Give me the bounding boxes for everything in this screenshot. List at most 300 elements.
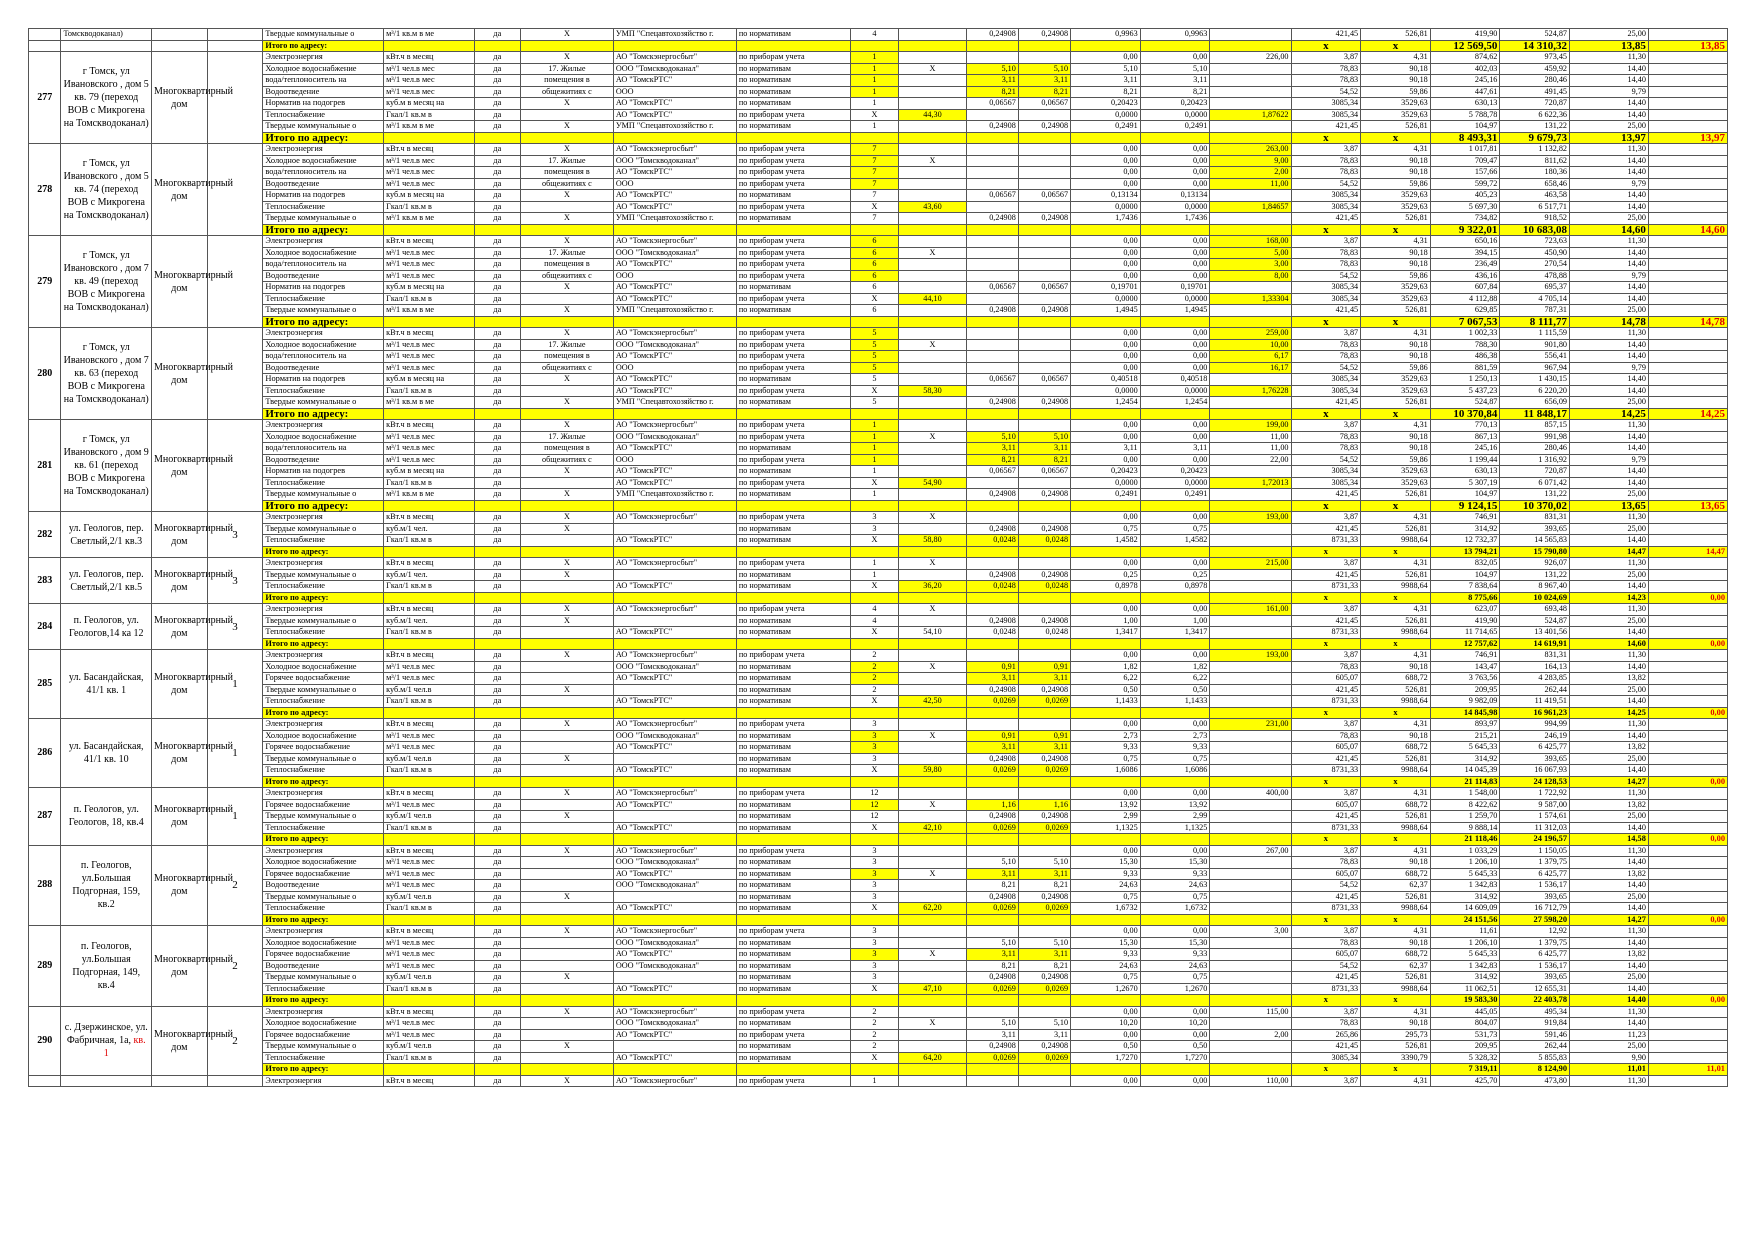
- cell: Гкал/1 кв.м в: [384, 201, 475, 213]
- cell: 8,21: [966, 960, 1018, 972]
- total-cell: 14,25: [1648, 408, 1727, 420]
- cell: 8,21: [966, 880, 1018, 892]
- cell: 720,87: [1500, 98, 1570, 110]
- total-cell: [613, 132, 736, 144]
- service-row: [29, 63, 1728, 75]
- cell: [966, 259, 1018, 271]
- cell: 463,58: [1500, 190, 1570, 202]
- cell: да: [474, 247, 520, 259]
- cell: [1648, 742, 1727, 754]
- cell: [613, 972, 736, 984]
- cell: 531,73: [1430, 1029, 1500, 1041]
- cell: 0,91: [1018, 661, 1070, 673]
- cell: 15,30: [1140, 857, 1210, 869]
- cell: по нормативам: [736, 799, 850, 811]
- cell: 0,50: [1140, 1041, 1210, 1053]
- cell: 314,92: [1430, 972, 1500, 984]
- cell: [1018, 201, 1070, 213]
- cell: по нормативам: [736, 581, 850, 593]
- cell: 0,00: [1140, 270, 1210, 282]
- cell: 0,00: [1071, 926, 1141, 938]
- cell: АО "ТомскРТС": [613, 351, 736, 363]
- cell: 0,24908: [966, 305, 1018, 317]
- cell: [1018, 293, 1070, 305]
- total-cell: [966, 408, 1018, 420]
- cell: АО "ТомскРТС": [613, 201, 736, 213]
- cell: 1 259,70: [1430, 811, 1500, 823]
- cell: 246,19: [1500, 730, 1570, 742]
- total-cell: [1071, 592, 1141, 604]
- cell: АО "Томскэнергосбыт": [613, 650, 736, 662]
- cell: 650,16: [1430, 236, 1500, 248]
- cell: 314,92: [1430, 891, 1500, 903]
- cell: 78,83: [1291, 857, 1361, 869]
- cell: 16 067,93: [1500, 765, 1570, 777]
- room-count: 3: [207, 604, 263, 650]
- cell: 0,0248: [966, 581, 1018, 593]
- total-cell: 0,00: [1648, 834, 1727, 846]
- service-row: [29, 960, 1728, 972]
- cell: [1648, 523, 1727, 535]
- cell: [1018, 477, 1070, 489]
- cell: 1,4582: [1071, 535, 1141, 547]
- cell: 8,21: [1071, 86, 1141, 98]
- cell: 2: [850, 1029, 899, 1041]
- service-name: Электроэнергия: [263, 604, 384, 616]
- cell: 12: [850, 788, 899, 800]
- cell: 90,18: [1361, 339, 1431, 351]
- cell: АО "Томскэнергосбыт": [613, 604, 736, 616]
- cell: 1,6086: [1071, 765, 1141, 777]
- cell: 1 115,59: [1500, 328, 1570, 340]
- total-cell: 14,60: [1570, 638, 1649, 650]
- cell: УМП "Спецавтохозяйство г.: [613, 305, 736, 317]
- cell: Х: [521, 569, 614, 581]
- service-row: [29, 282, 1728, 294]
- cell: по нормативам: [736, 75, 850, 87]
- cell: [1648, 75, 1727, 87]
- cell: 42,10: [899, 822, 966, 834]
- service-row: [29, 903, 1728, 915]
- cell: 0,24908: [966, 972, 1018, 984]
- service-name: Холодное водоснабжение: [263, 63, 384, 75]
- cell: м³/1 чел.в мес: [384, 86, 475, 98]
- cell: м³/1 чел.в мес: [384, 351, 475, 363]
- cell: кВт.ч в месяц: [384, 1006, 475, 1018]
- cell: 1 536,17: [1500, 960, 1570, 972]
- total-label: Итого по адресу:: [263, 40, 384, 52]
- address-text: п. Геологов, ул.Большая Подгорная, 149, кв.4: [72, 940, 141, 991]
- cell: 7: [850, 213, 899, 225]
- cell: 0,00: [1140, 788, 1210, 800]
- total-cell: [521, 638, 614, 650]
- cell: 0,00: [1140, 362, 1210, 374]
- cell: 0,19701: [1140, 282, 1210, 294]
- cell: 90,18: [1361, 431, 1431, 443]
- cell: 605,07: [1291, 742, 1361, 754]
- service-name: Теплоснабжение: [263, 765, 384, 777]
- cell: [1648, 880, 1727, 892]
- cell: 7: [850, 167, 899, 179]
- cell: [521, 822, 614, 834]
- service-row: [29, 190, 1728, 202]
- cell: [899, 788, 966, 800]
- cell: 0,75: [1140, 523, 1210, 535]
- cell: 0,00: [1140, 845, 1210, 857]
- service-row: [29, 1052, 1728, 1064]
- cell: 131,22: [1500, 489, 1570, 501]
- cell: 5: [850, 351, 899, 363]
- cell: 2: [850, 684, 899, 696]
- cell: Х: [899, 339, 966, 351]
- service-row: [29, 788, 1728, 800]
- cell: 54,52: [1291, 86, 1361, 98]
- cell: ООО: [613, 178, 736, 190]
- cell: по приборам учета: [736, 178, 850, 190]
- cell: 3,11: [1018, 949, 1070, 961]
- cell: 1: [850, 466, 899, 478]
- total-cell: 24 128,53: [1500, 776, 1570, 788]
- cell: 0,00: [1140, 236, 1210, 248]
- cell: по приборам учета: [736, 201, 850, 213]
- total-cell: 7 067,53: [1430, 316, 1500, 328]
- cell: 526,81: [1361, 121, 1431, 133]
- cell: [1648, 949, 1727, 961]
- cell: да: [474, 972, 520, 984]
- cell: 9 982,09: [1430, 696, 1500, 708]
- cell: 14,40: [1570, 880, 1649, 892]
- cell: по нормативам: [736, 868, 850, 880]
- housing-type: Многоквартирный дом: [152, 650, 208, 719]
- cell: [966, 247, 1018, 259]
- cell: 0,06567: [1018, 98, 1070, 110]
- cell: 44,30: [899, 109, 966, 121]
- cell: по нормативам: [736, 983, 850, 995]
- cell: 0,20423: [1140, 466, 1210, 478]
- cell: Х: [899, 1018, 966, 1030]
- total-cell: [521, 408, 614, 420]
- cell: 25,00: [1570, 397, 1649, 409]
- cell: 746,91: [1430, 650, 1500, 662]
- cell: Х: [521, 213, 614, 225]
- cell: [521, 960, 614, 972]
- total-cell: х: [1361, 592, 1431, 604]
- cell: [1648, 282, 1727, 294]
- cell: 1: [850, 121, 899, 133]
- cell: ООО: [613, 362, 736, 374]
- cell: [1210, 98, 1291, 110]
- service-name: Электроэнергия: [263, 512, 384, 524]
- cell: 24,63: [1140, 880, 1210, 892]
- cell: 314,92: [1430, 523, 1500, 535]
- cell: м³/1 кв.м в ме: [384, 305, 475, 317]
- cell: 3: [850, 730, 899, 742]
- cell: да: [474, 374, 520, 386]
- cell: 7: [850, 155, 899, 167]
- cell: 0,50: [1071, 684, 1141, 696]
- cell: 0,2491: [1071, 121, 1141, 133]
- cell: по нормативам: [736, 523, 850, 535]
- total-cell: [850, 224, 899, 236]
- cell: [1210, 63, 1291, 75]
- cell: 1 206,10: [1430, 857, 1500, 869]
- cell: 59,86: [1361, 454, 1431, 466]
- cell: 54,52: [1291, 880, 1361, 892]
- cell: 5: [850, 362, 899, 374]
- cell: 0,00: [1140, 650, 1210, 662]
- cell: 524,87: [1500, 615, 1570, 627]
- total-row: [29, 132, 1728, 144]
- cell: [521, 385, 614, 397]
- cell: 1,7436: [1140, 213, 1210, 225]
- cell: 4,31: [1361, 328, 1431, 340]
- housing-type: Многоквартирный дом: [152, 1006, 208, 1075]
- address-cell: [61, 420, 152, 512]
- cell: 994,99: [1500, 719, 1570, 731]
- total-cell: 13,97: [1648, 132, 1727, 144]
- cell: 58,30: [899, 385, 966, 397]
- cell: да: [474, 259, 520, 271]
- total-cell: [152, 40, 208, 52]
- cell: 14,40: [1570, 466, 1649, 478]
- service-row: [29, 328, 1728, 340]
- cell: [1018, 650, 1070, 662]
- cell: [1648, 811, 1727, 823]
- cell: [1648, 512, 1727, 524]
- cell: по приборам учета: [736, 719, 850, 731]
- cell: кВт.ч в месяц: [384, 420, 475, 432]
- cell: [1648, 293, 1727, 305]
- cell: 14,40: [1570, 431, 1649, 443]
- cell: по приборам учета: [736, 293, 850, 305]
- total-cell: [736, 500, 850, 512]
- cell: [1210, 661, 1291, 673]
- cell: 78,83: [1291, 75, 1361, 87]
- cell: 1 548,00: [1430, 788, 1500, 800]
- total-label: Итого по адресу:: [263, 776, 384, 788]
- service-name: вода/теплоноситель на: [263, 351, 384, 363]
- cell: 0,00: [1140, 178, 1210, 190]
- cell: 788,30: [1430, 339, 1500, 351]
- cell: 421,45: [1291, 29, 1361, 41]
- total-cell: [966, 132, 1018, 144]
- cell: 43,60: [899, 201, 966, 213]
- cell: по приборам учета: [736, 477, 850, 489]
- cell: Х: [521, 604, 614, 616]
- cell: [1648, 328, 1727, 340]
- cell: [899, 466, 966, 478]
- cell: 3,11: [966, 949, 1018, 961]
- service-row: [29, 661, 1728, 673]
- service-row: [29, 397, 1728, 409]
- service-row: [29, 569, 1728, 581]
- service-row: [29, 351, 1728, 363]
- total-cell: [1018, 132, 1070, 144]
- cell: по приборам учета: [736, 926, 850, 938]
- row-number: 285: [29, 650, 61, 719]
- cell: да: [474, 857, 520, 869]
- service-name: Электроэнергия: [263, 845, 384, 857]
- service-row: [29, 201, 1728, 213]
- cell: по нормативам: [736, 972, 850, 984]
- cell: [1018, 236, 1070, 248]
- cell: [1210, 696, 1291, 708]
- cell: 394,15: [1430, 247, 1500, 259]
- service-name: Холодное водоснабжение: [263, 1018, 384, 1030]
- cell: Х: [850, 535, 899, 547]
- cell: 400,00: [1210, 788, 1291, 800]
- total-cell: х: [1291, 638, 1361, 650]
- cell: [521, 661, 614, 673]
- cell: м³/1 чел.в мес: [384, 247, 475, 259]
- cell: [1210, 960, 1291, 972]
- cell: 4: [850, 615, 899, 627]
- cell: 0,0000: [1071, 477, 1141, 489]
- cell: Х: [521, 1041, 614, 1053]
- cell: м³/1 чел.в мес: [384, 868, 475, 880]
- address-cell: [61, 236, 152, 328]
- total-cell: [850, 408, 899, 420]
- cell: [1648, 86, 1727, 98]
- total-cell: х: [1291, 914, 1361, 926]
- cell: 0,00: [1140, 719, 1210, 731]
- cell: 15,30: [1071, 937, 1141, 949]
- cell: куб.м/1 чел.в: [384, 891, 475, 903]
- cell: да: [474, 891, 520, 903]
- cell: АО "ТомскРТС": [613, 75, 736, 87]
- cell: Х: [850, 696, 899, 708]
- cell: 25,00: [1570, 891, 1649, 903]
- service-name: Холодное водоснабжение: [263, 339, 384, 351]
- room-count: [207, 328, 263, 420]
- cell: 11 419,51: [1500, 696, 1570, 708]
- cell: да: [474, 1041, 520, 1053]
- cell: да: [474, 569, 520, 581]
- cell: 78,83: [1291, 443, 1361, 455]
- service-row: [29, 477, 1728, 489]
- cell: 5,10: [1018, 937, 1070, 949]
- cell: 0,00: [1071, 604, 1141, 616]
- total-cell: х: [1361, 546, 1431, 558]
- cell: 0,0269: [1018, 765, 1070, 777]
- total-label: Итого по адресу:: [263, 500, 384, 512]
- cell: 1: [850, 431, 899, 443]
- cell: 1,16: [1018, 799, 1070, 811]
- total-cell: х: [1361, 914, 1431, 926]
- cell: 5 788,78: [1430, 109, 1500, 121]
- cell: Х: [850, 983, 899, 995]
- cell: Х: [521, 650, 614, 662]
- cell: по нормативам: [736, 684, 850, 696]
- cell: [899, 891, 966, 903]
- cell: 5,10: [1018, 1018, 1070, 1030]
- service-name: Теплоснабжение: [263, 535, 384, 547]
- cell: [1648, 454, 1727, 466]
- cell: м³/1 чел.в мес: [384, 431, 475, 443]
- total-cell: 0,00: [1648, 776, 1727, 788]
- cell: да: [474, 615, 520, 627]
- cell: 3,87: [1291, 558, 1361, 570]
- total-cell: [899, 132, 966, 144]
- cell: 262,44: [1500, 684, 1570, 696]
- cell: 1,1433: [1140, 696, 1210, 708]
- cell: 11,00: [1210, 443, 1291, 455]
- cell: [1648, 960, 1727, 972]
- total-cell: [1140, 1064, 1210, 1076]
- total-cell: х: [1361, 500, 1431, 512]
- housing-type: Многоквартирный дом: [152, 52, 208, 144]
- cell: [521, 983, 614, 995]
- cell: да: [474, 397, 520, 409]
- cell: 78,83: [1291, 937, 1361, 949]
- total-cell: 14,60: [1648, 224, 1727, 236]
- cell: 25,00: [1570, 811, 1649, 823]
- total-cell: [384, 592, 475, 604]
- cell: 526,81: [1361, 972, 1431, 984]
- cell: Х: [521, 845, 614, 857]
- cell: [1210, 397, 1291, 409]
- cell: по приборам учета: [736, 420, 850, 432]
- cell: [1648, 52, 1727, 64]
- cell: 3: [850, 891, 899, 903]
- cell: по нормативам: [736, 960, 850, 972]
- cell: [899, 52, 966, 64]
- cell: 857,15: [1500, 420, 1570, 432]
- cell: 14,40: [1570, 477, 1649, 489]
- cell: Гкал/1 кв.м в: [384, 109, 475, 121]
- row-number: 288: [29, 845, 61, 926]
- cell: [1210, 581, 1291, 593]
- cell: 526,81: [1361, 615, 1431, 627]
- cell: 6: [850, 282, 899, 294]
- service-name: Твердые коммунальные о: [263, 213, 384, 225]
- cell: 13,82: [1570, 742, 1649, 754]
- cell: 13,92: [1140, 799, 1210, 811]
- total-cell: 13 794,21: [1430, 546, 1500, 558]
- cell: 3: [850, 512, 899, 524]
- cell: 14,40: [1570, 960, 1649, 972]
- total-cell: 13,65: [1570, 500, 1649, 512]
- cell: 209,95: [1430, 684, 1500, 696]
- cell: [1018, 788, 1070, 800]
- cell: [1648, 351, 1727, 363]
- cell: Гкал/1 кв.м в: [384, 983, 475, 995]
- cell: [966, 719, 1018, 731]
- total-cell: х: [1361, 132, 1431, 144]
- total-cell: [850, 1064, 899, 1076]
- cell: 5 307,19: [1430, 477, 1500, 489]
- cell: 1,1325: [1140, 822, 1210, 834]
- cell: по приборам учета: [736, 604, 850, 616]
- cell: да: [474, 535, 520, 547]
- service-row: [29, 75, 1728, 87]
- service-row: [29, 822, 1728, 834]
- cell: 3: [850, 880, 899, 892]
- cell: 8,21: [966, 454, 1018, 466]
- cell: 3,87: [1291, 926, 1361, 938]
- total-cell: [1210, 408, 1291, 420]
- cell: да: [474, 926, 520, 938]
- total-row: [29, 40, 1728, 52]
- cell: 11,30: [1570, 558, 1649, 570]
- total-cell: [474, 408, 520, 420]
- address-cell: [61, 719, 152, 788]
- cell: 746,91: [1430, 512, 1500, 524]
- cell: [966, 109, 1018, 121]
- service-name: Твердые коммунальные о: [263, 891, 384, 903]
- cell: 421,45: [1291, 615, 1361, 627]
- cell: 1 033,29: [1430, 845, 1500, 857]
